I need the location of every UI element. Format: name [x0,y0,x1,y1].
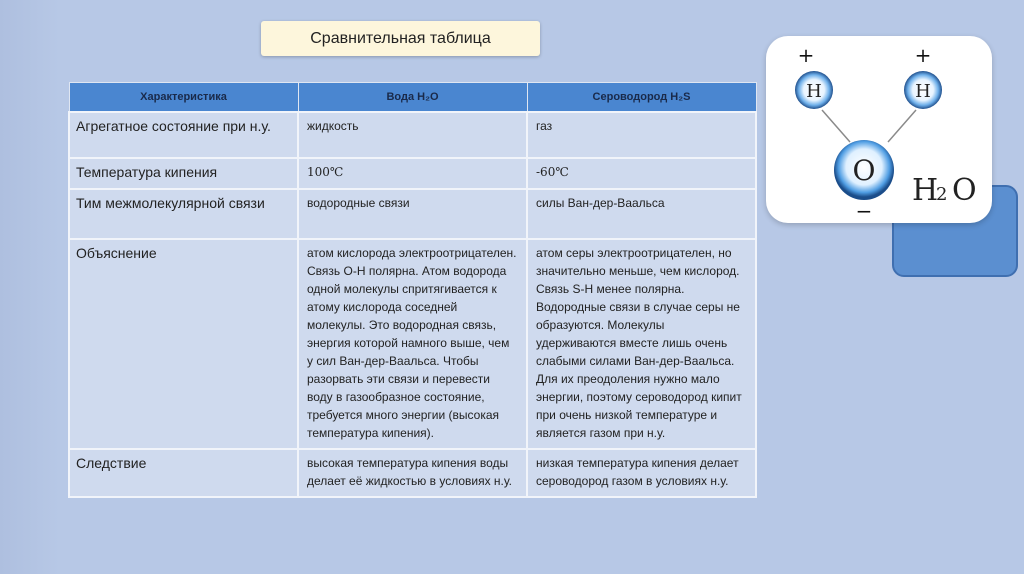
row-label: Следствие [69,449,298,497]
h-left-label: H [806,81,822,102]
water-cell: высокая температура кипения воды делает её жидкостью в условиях н.у. [298,449,527,497]
header-characteristic: Характеристика [69,83,298,113]
row-label: Объяснение [69,239,298,449]
h2s-cell: атом серы электроотрицателен, но значительно меньше, чем кислород. Связь S-H менее полярна. Водородные связи в случае серы не образуются. Молекулы удерживаются вместе лишь очень слабыми силами Ван-дер-Ваальса. Для их преодоления нужно мало энергии, поэтому сероводород кипит при очень низкой температуре и является газом при н.у. [527,239,756,449]
row-label: Тим межмолекулярной связи [69,189,298,239]
table-row [69,158,756,189]
h2s-cell: газ [527,112,756,158]
plus-right-label: + [914,43,932,67]
background-band [0,0,60,574]
table-header-row [69,83,756,113]
table-row [69,189,756,239]
formula-o: O [952,173,977,208]
h2s-cell: силы Ван-дер-Ваальса [527,189,756,239]
table-row [69,449,756,497]
comparison-table [68,82,757,498]
page-title-text: Сравнительная таблица [310,29,491,47]
row-label: Температура кипения [69,158,298,189]
h-right-label: H [915,81,931,102]
header-h2s: Сероводород H₂S [527,83,756,113]
water-molecule-image [766,36,992,223]
water-cell: 100℃ [298,158,527,189]
table-row [69,239,756,449]
bond-left [822,110,850,142]
formula-h: H [912,173,939,208]
h2s-cell: низкая температура кипения делает сероводород газом в условиях н.у. [527,449,756,497]
formula-subscript: 2 [936,184,948,205]
oxygen-label: O [852,154,876,187]
h2s-cell: -60℃ [527,158,756,189]
water-cell: атом кислорода электроотрицателен. Связь O-H полярна. Атом водорода одной молекулы спритягивается к атому кислорода соседней молекулы. Это водородная связь, энергия которой намного выше, чем у сил Ван-дер-Ваальса. Чтобы разорвать эти связи и перевести воду в газообразное состояние, требуется много энергии (высокая температура кипения). [298,239,527,449]
water-molecule-diagram [766,36,992,223]
minus-label: − [855,199,873,223]
water-cell: жидкость [298,112,527,158]
row-label: Агрегатное состояние при н.у. [69,112,298,158]
header-water: Вода H₂O [298,83,527,113]
water-cell: водородные связи [298,189,527,239]
page-title [261,21,540,56]
plus-left-label: + [797,43,815,67]
table-row [69,112,756,158]
bond-right [888,110,916,142]
